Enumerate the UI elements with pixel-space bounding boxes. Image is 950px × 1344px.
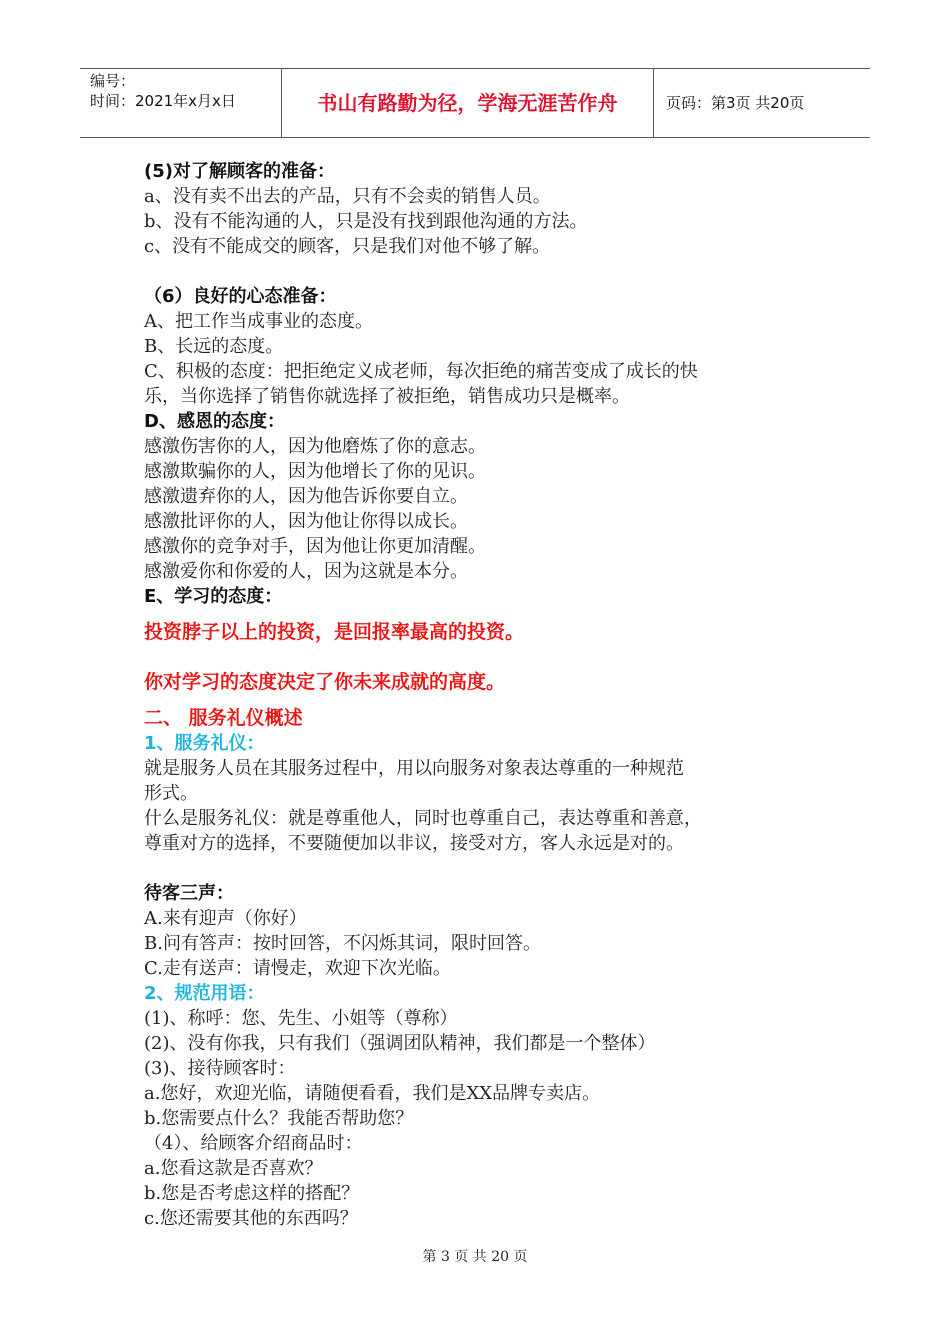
spacer xyxy=(144,695,824,705)
header-motto: 书山有路勤为径，学海无涯苦作舟 xyxy=(282,69,654,137)
heading-line: （6）良好的心态准备： xyxy=(144,286,337,307)
heading-line: 你对学习的态度决定了你未来成就的高度。 xyxy=(144,671,506,693)
heading-line: D、感恩的态度： xyxy=(144,411,285,432)
page-header xyxy=(80,68,870,138)
text-line: b、没有不能沟通的人，只是没有找到跟他沟通的方法。 xyxy=(144,211,588,232)
text-line: B.问有答声：按时回答，不闪烁其词，限时回答。 xyxy=(144,933,541,954)
text-line: A、把工作当成事业的态度。 xyxy=(144,311,373,332)
heading-line: 投资脖子以上的投资，是回报率最高的投资。 xyxy=(144,621,525,643)
header-date: 时间：2021年x月x日 xyxy=(90,92,236,110)
heading-line: 1、服务礼仪： xyxy=(144,733,265,754)
text-line: (2)、没有你我，只有我们（强调团队精神，我们都是一个整体） xyxy=(144,1033,656,1054)
heading-line: 2、规范用语： xyxy=(144,983,265,1004)
text-line: 乐，当你选择了销售你就选择了被拒绝，销售成功只是概率。 xyxy=(144,386,630,407)
text-line: （4）、给顾客介绍商品时： xyxy=(144,1133,363,1154)
text-line: c.您还需要其他的东西吗？ xyxy=(144,1208,358,1229)
text-line: 感激你的竞争对手，因为他让你更加清醒。 xyxy=(144,536,486,557)
text-line: (3)、接待顾客时： xyxy=(144,1058,296,1079)
text-line: (1)、称呼：您、先生、小姐等（尊称） xyxy=(144,1008,458,1029)
text-line: A.来有迎声（你好） xyxy=(144,908,307,929)
text-line: 感激伤害你的人，因为他磨炼了你的意志。 xyxy=(144,436,486,457)
text-line: a.您好，欢迎光临，请随便看看，我们是XX品牌专卖店。 xyxy=(144,1083,601,1104)
text-line: 感激欺骗你的人，因为他增长了你的见识。 xyxy=(144,461,486,482)
spacer xyxy=(144,609,824,619)
text-line: 感激遗弃你的人，因为他告诉你要自立。 xyxy=(144,486,468,507)
text-line: C.走有送声：请慢走，欢迎下次光临。 xyxy=(144,958,451,979)
heading-line: 二、 服务礼仪概述 xyxy=(144,707,303,729)
spacer xyxy=(144,645,824,669)
text-line: 尊重对方的选择，不要随便加以非议，接受对方，客人永远是对的。 xyxy=(144,833,684,854)
text-line: b.您需要点什么？我能否帮助您？ xyxy=(144,1108,414,1129)
page-footer: 第 3 页 共 20 页 xyxy=(422,1249,528,1265)
heading-line: E、学习的态度： xyxy=(144,586,283,607)
spacer xyxy=(144,259,824,284)
text-line: 什么是服务礼仪：就是尊重他人，同时也尊重自己，表达尊重和善意， xyxy=(144,808,702,829)
header-page-info: 页码：第3页 共20页 xyxy=(666,94,805,112)
text-line: 就是服务人员在其服务过程中，用以向服务对象表达尊重的一种规范 xyxy=(144,758,684,779)
text-line: 形式。 xyxy=(144,783,198,804)
text-line: c、没有不能成交的顾客，只是我们对他不够了解。 xyxy=(144,236,551,257)
heading-line: 待客三声： xyxy=(144,883,234,904)
header-number-label: 编号： xyxy=(90,72,136,90)
text-line: a、没有卖不出去的产品，只有不会卖的销售人员。 xyxy=(144,186,551,207)
spacer xyxy=(144,856,824,881)
text-line: 感激爱你和你爱的人，因为这就是本分。 xyxy=(144,561,468,582)
text-line: 感激批评你的人，因为他让你得以成长。 xyxy=(144,511,468,532)
text-line: a.您看这款是否喜欢？ xyxy=(144,1158,323,1179)
text-line: B、长远的态度。 xyxy=(144,336,284,357)
text-line: C、积极的态度：把拒绝定义成老师，每次拒绝的痛苦变成了成长的快 xyxy=(144,361,698,382)
document-body xyxy=(144,159,824,1231)
header-meta xyxy=(80,69,282,137)
heading-line: (5)对了解顾客的准备： xyxy=(144,161,335,182)
text-line: b.您是否考虑这样的搭配？ xyxy=(144,1183,360,1204)
